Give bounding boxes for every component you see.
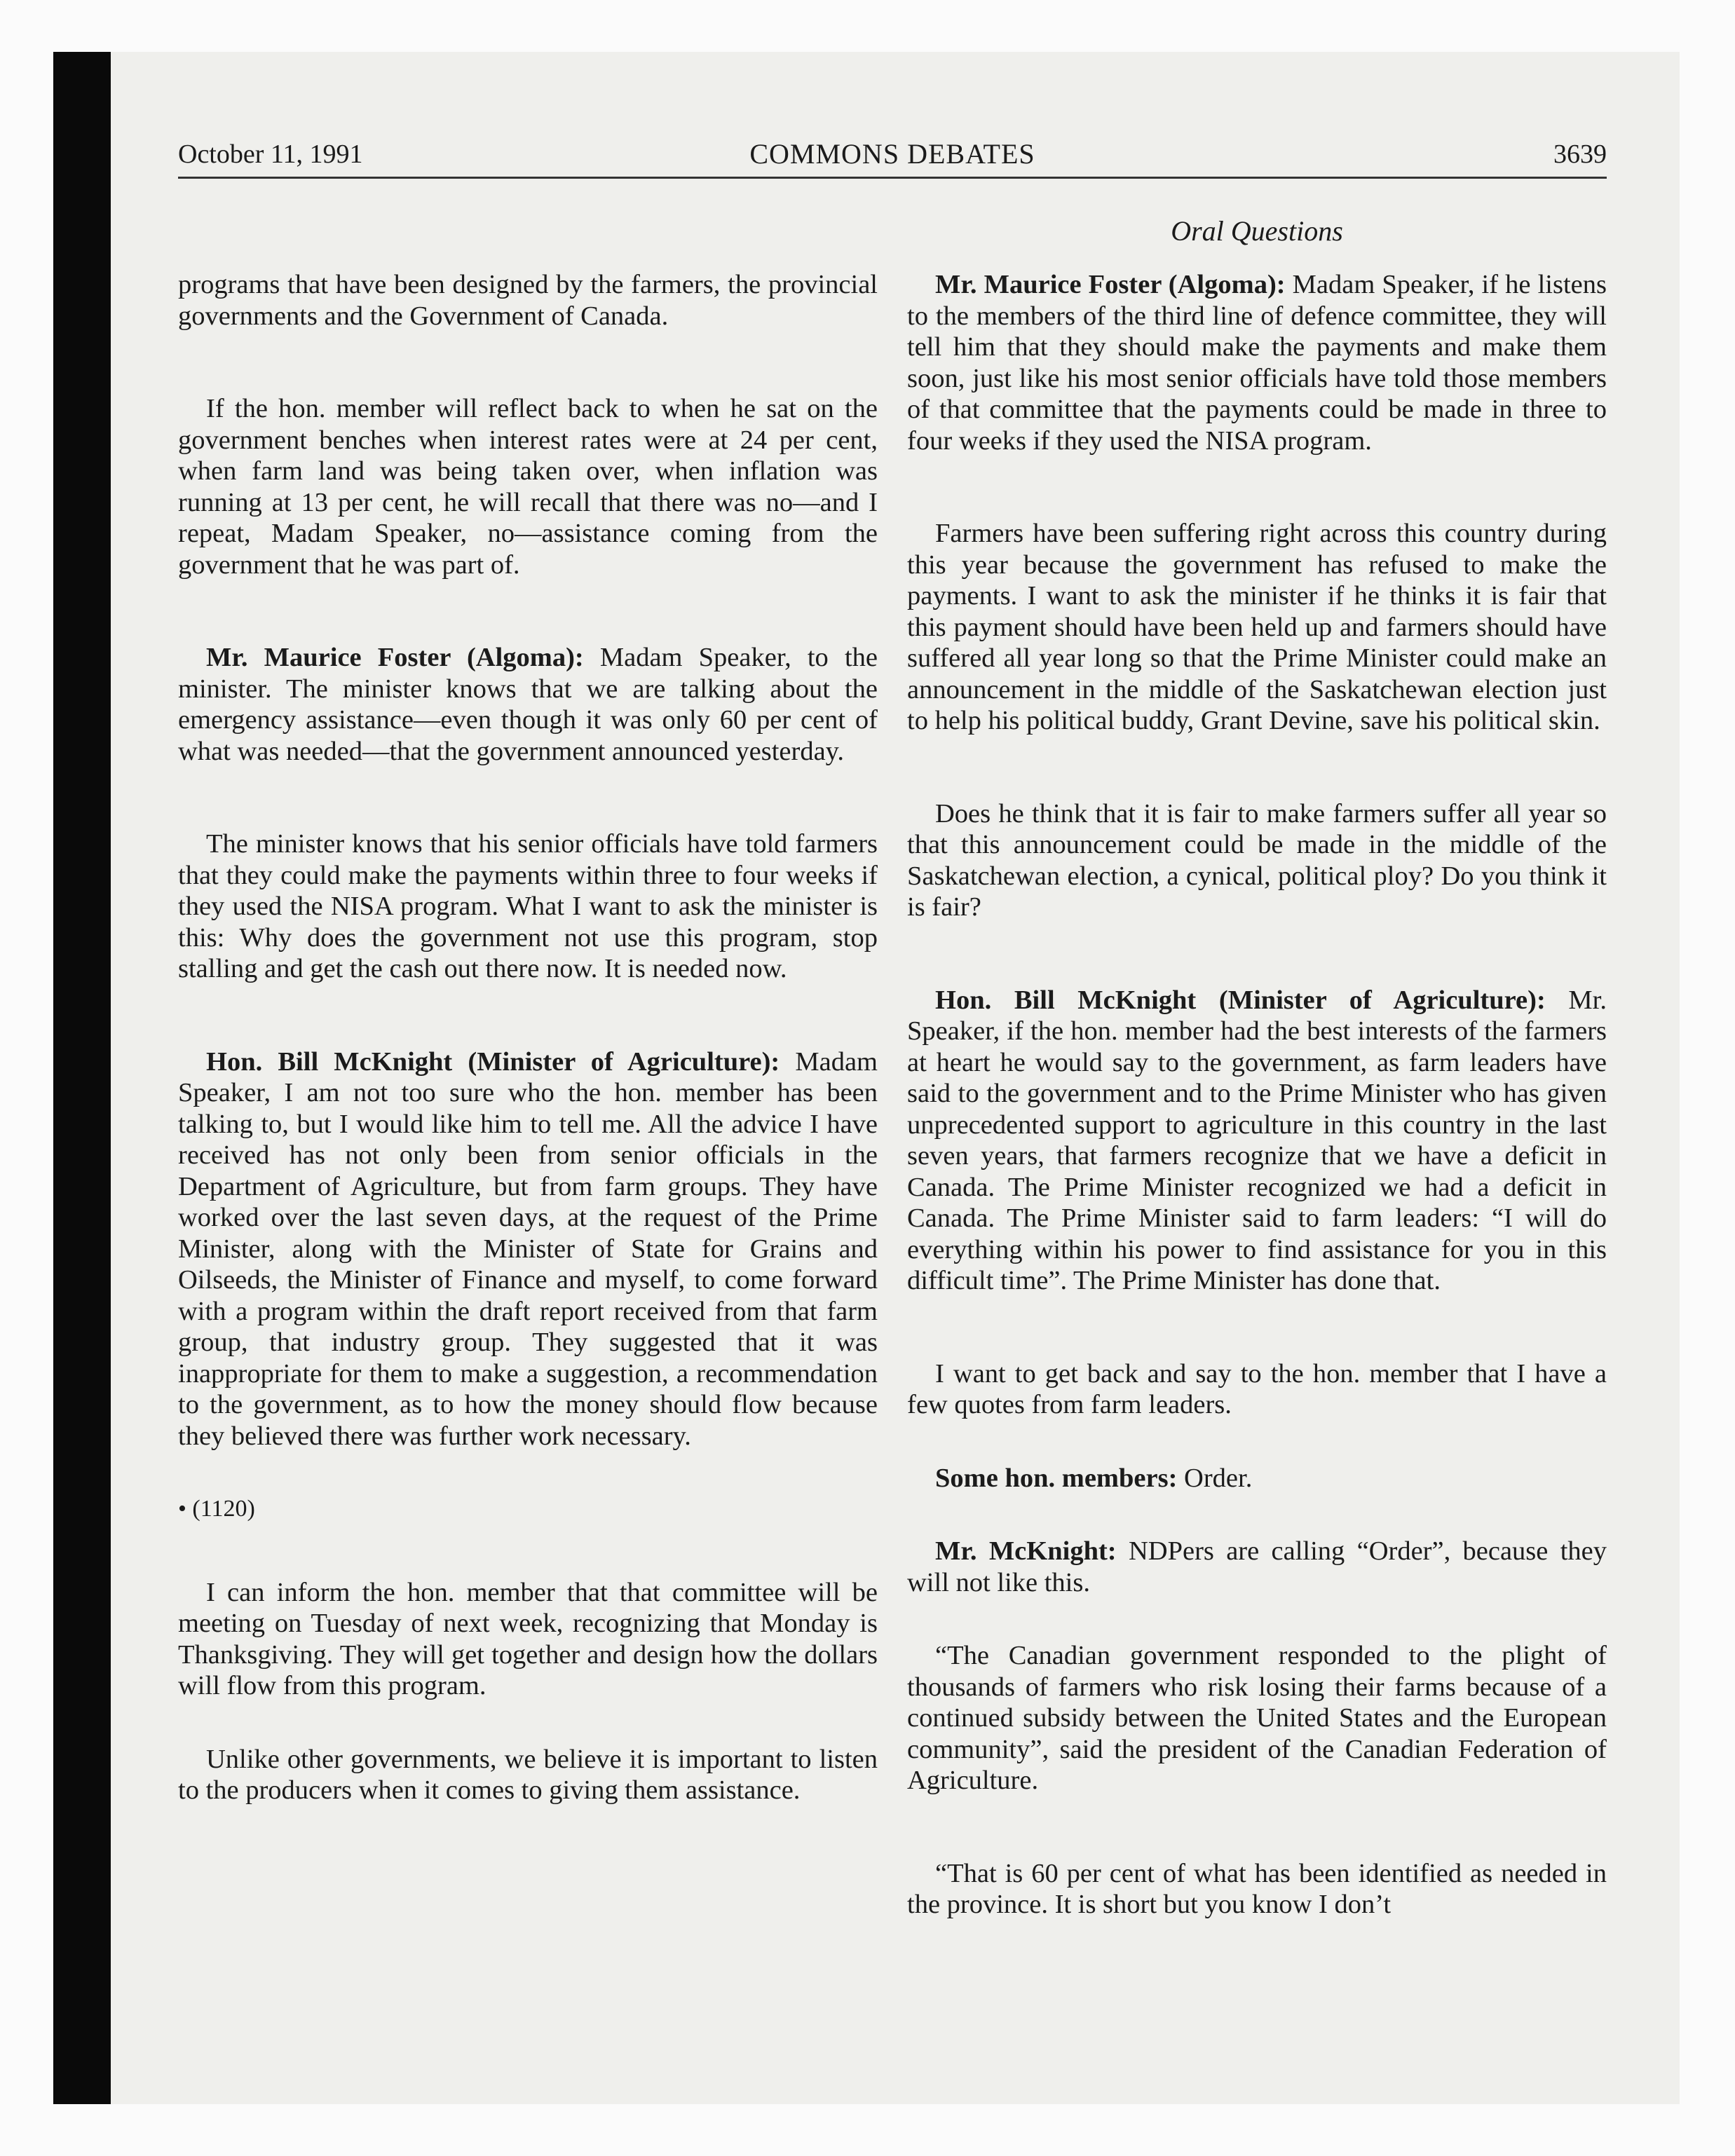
speech-paragraph (907, 1463, 1607, 1494)
time-marker: • (1120) (178, 1496, 255, 1522)
speech-text: NDPers are calling “Order”, because they will not like this. (907, 1536, 1607, 1597)
page-number: 3639 (1553, 139, 1607, 169)
header-date: October 11, 1991 (178, 139, 363, 169)
speaker-name: Mr. Maurice Foster (Algoma): (935, 270, 1286, 299)
paragraph: Unlike other governments, we believe it is important to listen to the producers when it comes to giving them assistance. (178, 1744, 878, 1805)
header-rule (178, 177, 1607, 179)
running-header (178, 136, 1607, 178)
speech-paragraph (907, 985, 1607, 1297)
paragraph: Farmers have been suffering right across this country during this year because the government has refused to make the payments. I want to ask the minister if he thinks it is fair that this payment should have been held up and farmers should have suffered all year long so that the Prime Minister could make an announcement in the middle of the Saskatchewan election just to help his political buddy, Grant Devine, save his political skin. (907, 519, 1607, 735)
speaker-name: Hon. Bill McKnight (Minister of Agriculture): (935, 985, 1546, 1015)
section-heading: Oral Questions (1171, 215, 1343, 247)
paragraph: “That is 60 per cent of what has been identified as needed in the province. It is short but you know I don’t (907, 1858, 1607, 1919)
speech-text: Mr. Speaker, if the hon. member had the best interests of the farmers at heart he would say to the government, as farm leaders have said to the government and to the Prime Minister who has given unprecedented support to agriculture in this country in the last seven years, that farmers recognize that we have a deficit in Canada. The Prime Minister recognized we had a deficit in Canada. The Prime Minister said to farm leaders: “I will do everything within his power to find assistance for you in this difficult time”. The Prime Minister has done that. (907, 985, 1607, 1295)
paragraph: I want to get back and say to the hon. member that I have a few quotes from farm leaders. (907, 1358, 1607, 1419)
paragraph: Does he think that it is fair to make farmers suffer all year so that this announcement could be made in the middle of the Saskatchewan election, a cynical, political ploy? Do you think it is fair? (907, 798, 1607, 922)
binding-edge-shadow (53, 52, 111, 2104)
speech-paragraph (907, 1536, 1607, 1598)
right-column (907, 269, 1607, 1982)
speaker-name: Hon. Bill McKnight (Minister of Agriculture): (206, 1046, 780, 1077)
paragraph: If the hon. member will reflect back to when he sat on the government benches when interest rates were at 24 per cent, when farm land was being taken over, when inflation was running at 13 per cent, he will recall that there was no—and I repeat, Madam Speaker, no—assistance coming from the government that he was part of. (178, 394, 878, 580)
left-column (178, 269, 878, 1868)
speech-paragraph (907, 269, 1607, 456)
speech-text: Madam Speaker, I am not too sure who the hon. member has been talking to, but I would like him to tell me. All the advice I have received has not only been from senior officials in the Department of Agriculture, but from farm groups. They have worked over the last seven days, at the request of the Prime Minister, along with the Minister of State for Grains and Oilseeds, the Minister of Finance and myself, to come forward with a program within the draft report received from that farm group, that industry group. They suggested that it was inappropriate for them to make a suggestion, a recommendation to the government, as to how the money should flow because they believed there was further work necessary. (178, 1046, 878, 1451)
paragraph: I can inform the hon. member that that committee will be meeting on Tuesday of next week, recognizing that Monday is Thanksgiving. They will get together and design how the dollars will flow from this program. (178, 1577, 878, 1700)
speaker-name: Mr. McKnight: (935, 1536, 1117, 1566)
speech-text: Order. (1177, 1463, 1253, 1493)
paragraph: “The Canadian government responded to the plight of thousands of farmers who risk losing their farms because of a continued subsidy between the United States and the European community”, said the president of the Canadian Federation of Agriculture. (907, 1641, 1607, 1795)
speech-paragraph (178, 642, 878, 767)
speech-text: Madam Speaker, to the minister. The minister knows that we are talking about the emergency assistance—even though it was only 60 per cent of what was needed—that the government announced yesterday. (178, 643, 878, 766)
header-title: COMMONS DEBATES (749, 138, 1035, 170)
speech-text: Madam Speaker, if he listens to the members of the third line of defence committee, they will tell him that they should make the payments and make them soon, just like his most senior officials have told those members of that committee that the payments could be made in three to four weeks if they used the NISA program. (907, 270, 1607, 456)
speaker-name: Mr. Maurice Foster (Algoma): (206, 643, 584, 672)
paragraph: The minister knows that his senior officials have told farmers that they could make the payments within three to four weeks if they used the NISA program. What I want to ask the minister is this: Why does the government not use this program, stop stalling and get the cash out there now. It is needed now. (178, 829, 878, 983)
speaker-name: Some hon. members: (935, 1463, 1178, 1493)
paragraph: programs that have been designed by the farmers, the provincial governments and the Government of Canada. (178, 270, 878, 331)
speech-paragraph (178, 1046, 878, 1452)
